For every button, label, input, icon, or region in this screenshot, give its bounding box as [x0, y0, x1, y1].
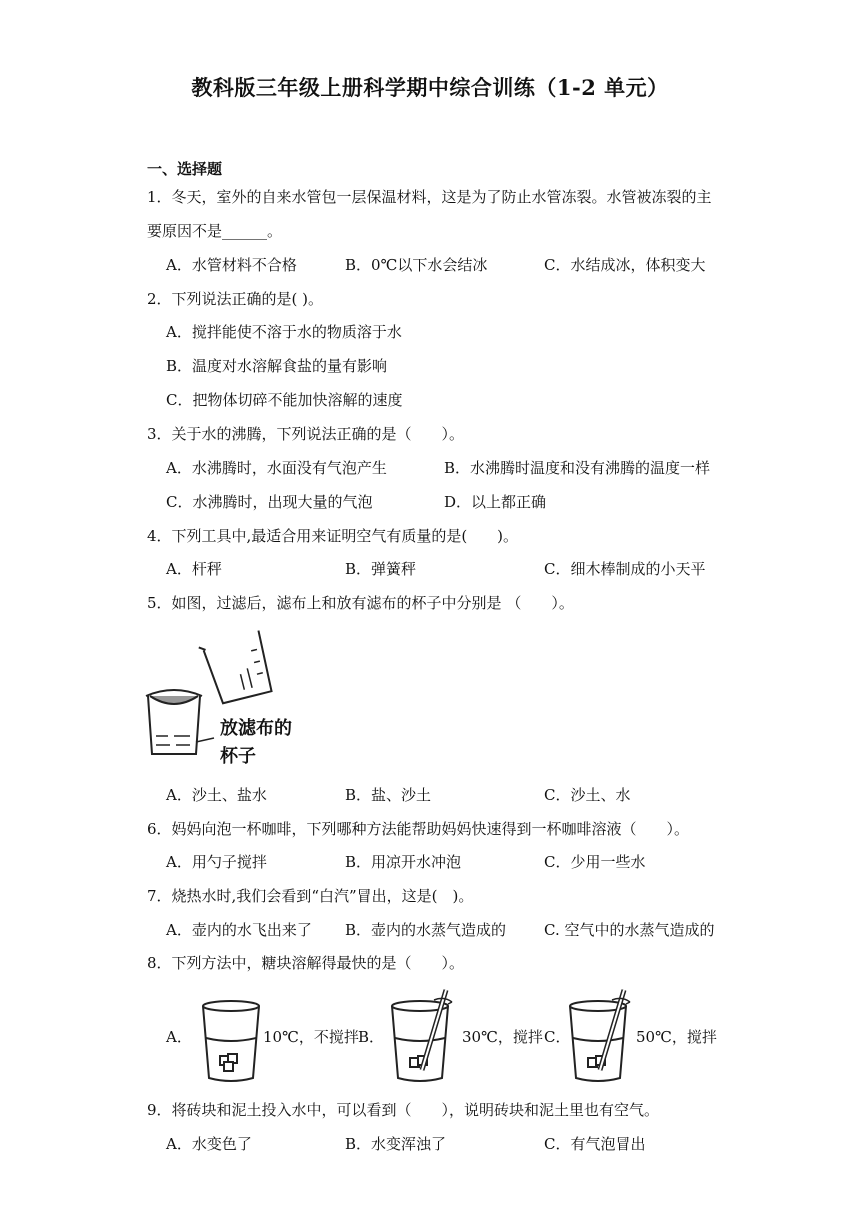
question-6-option-b[interactable]: B．用凉开水冲泡 — [345, 853, 462, 871]
question-9-option-b[interactable]: B．水变浑浊了 — [345, 1135, 447, 1153]
question-7-option-c[interactable]: C. 空气中的水蒸气造成的 — [544, 921, 715, 939]
question-5-stem: 5．如图，过滤后，滤布上和放有滤布的杯子中分别是 （ ）。 — [147, 594, 574, 612]
question-3-stem: 3．关于水的沸腾，下列说法正确的是（ ）。 — [147, 425, 465, 443]
question-5-option-b[interactable]: B．盐、沙土 — [345, 786, 432, 804]
question-3-option-c[interactable]: C．水沸腾时，出现大量的气泡 — [166, 493, 373, 511]
question-8-option-c-letter[interactable]: C． — [544, 1028, 571, 1046]
figure-label-line-1: 放滤布的 — [220, 718, 292, 739]
question-8-option-c-caption: 50℃，搅拌 — [636, 1028, 717, 1046]
question-8-option-b-caption: 30℃，搅拌 — [462, 1028, 543, 1046]
question-7-stem: 7．烧热水时,我们会看到“白汽”冒出，这是( )。 — [147, 887, 474, 905]
beaker-a-icon — [198, 996, 264, 1086]
question-5-option-c[interactable]: C．沙土、水 — [544, 786, 631, 804]
question-7-option-a[interactable]: A．壶内的水飞出来了 — [166, 921, 312, 939]
question-9-option-a[interactable]: A．水变色了 — [166, 1135, 252, 1153]
question-1-stem-line-1: 1．冬天，室外的自来水管包一层保温材料，这是为了防止水管冻裂。水管被冻裂的主 — [147, 188, 712, 206]
question-1-option-a[interactable]: A．水管材料不合格 — [166, 256, 297, 274]
question-4-option-a[interactable]: A．杆秤 — [166, 560, 222, 578]
question-5-option-a[interactable]: A．沙土、盐水 — [166, 786, 267, 804]
question-1-stem-line-2: 要原因不是______。 — [147, 222, 283, 240]
question-3-option-a[interactable]: A．水沸腾时，水面没有气泡产生 — [166, 459, 387, 477]
question-4-option-b[interactable]: B．弹簧秤 — [345, 560, 417, 578]
question-7-option-b[interactable]: B．壶内的水蒸气造成的 — [345, 921, 507, 939]
question-9-stem: 9．将砖块和泥土投入水中，可以看到（ ），说明砖块和泥土里也有空气。 — [147, 1101, 660, 1119]
question-6-option-a[interactable]: A．用勺子搅拌 — [166, 853, 267, 871]
question-1-option-b[interactable]: B．0℃以下水会结冰 — [345, 256, 488, 274]
beaker-c-stirring-icon — [564, 986, 636, 1086]
question-2-option-c[interactable]: C．把物体切碎不能加快溶解的速度 — [166, 391, 403, 409]
question-1-option-c[interactable]: C．水结成冰，体积变大 — [544, 256, 706, 274]
figure-label-line-2: 杯子 — [220, 746, 256, 767]
page-title: 教科版三年级上册科学期中综合训练（1-2 单元） — [191, 75, 669, 100]
question-8-stem: 8．下列方法中，糖块溶解得最快的是（ ）。 — [147, 954, 465, 972]
question-6-option-c[interactable]: C．少用一些水 — [544, 853, 646, 871]
question-3-option-b[interactable]: B．水沸腾时温度和没有沸腾的温度一样 — [444, 459, 711, 477]
question-3-option-d[interactable]: D．以上都正确 — [444, 493, 547, 511]
question-2-option-a[interactable]: A．搅拌能使不溶于水的物质溶于水 — [166, 323, 402, 341]
question-8-option-b-letter[interactable]: B． — [358, 1028, 385, 1046]
beaker-b-stirring-icon — [386, 986, 458, 1086]
section-heading: 一、选择题 — [147, 160, 223, 178]
question-9-option-c[interactable]: C．有气泡冒出 — [544, 1135, 646, 1153]
question-6-stem: 6．妈妈向泡一杯咖啡，下列哪种方法能帮助妈妈快速得到一杯咖啡溶液（ ）。 — [147, 820, 690, 838]
question-2-stem: 2．下列说法正确的是( )。 — [147, 290, 324, 308]
question-8-option-a-letter[interactable]: A． — [166, 1028, 192, 1046]
question-4-stem: 4．下列工具中,最适合用来证明空气有质量的是( )。 — [147, 527, 519, 545]
question-8-option-a-caption: 10℃，不搅拌 — [263, 1028, 359, 1046]
question-2-option-b[interactable]: B．温度对水溶解食盐的量有影响 — [166, 357, 388, 375]
question-4-option-c[interactable]: C．细木棒制成的小天平 — [544, 560, 706, 578]
